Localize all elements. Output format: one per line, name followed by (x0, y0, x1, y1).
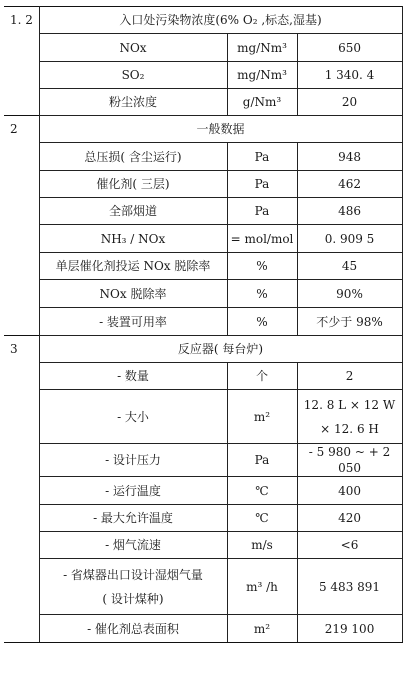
item-cell: - 烟气流速 (39, 532, 227, 559)
unit-cell: m³ /h (227, 559, 297, 615)
table-row (4, 444, 402, 477)
unit-cell: m² (227, 390, 297, 444)
item-cell: 全部烟道 (39, 198, 227, 225)
unit-cell: Pa (227, 444, 297, 477)
item-cell: - 催化剂总表面积 (39, 615, 227, 643)
value-cell: 90% (297, 280, 402, 308)
item-cell: - 数量 (39, 363, 227, 390)
item-cell: 单层催化剂投运 NOx 脱除率 (39, 253, 227, 280)
item-cell: 总压损( 含尘运行) (39, 143, 227, 171)
unit-cell: = mol/mol (227, 225, 297, 253)
item-cell: - 装置可用率 (39, 308, 227, 336)
unit-cell: % (227, 253, 297, 280)
item-cell: - 最大允许温度 (39, 505, 227, 532)
section-number: 2 (4, 116, 39, 143)
spec-table (4, 6, 403, 643)
item-line-1: - 省煤器出口设计湿烟气量 (63, 567, 203, 582)
table-row (4, 308, 402, 336)
value-cell: 462 (297, 171, 402, 198)
table-row (4, 559, 402, 615)
table-row (4, 390, 402, 444)
section-title: 一般数据 (39, 116, 402, 143)
value-cell: 5 483 891 (297, 559, 402, 615)
section-header-3 (4, 336, 402, 363)
value-cell: 45 (297, 253, 402, 280)
item-cell: SO₂ (39, 62, 227, 89)
table-row (4, 363, 402, 390)
value-cell: 219 100 (297, 615, 402, 643)
value-cell: <6 (297, 532, 402, 559)
unit-cell: m/s (227, 532, 297, 559)
value-line-1: 12. 8 L × 12 W (303, 397, 396, 412)
unit-cell: Pa (227, 171, 297, 198)
item-cell: 催化剂( 三层) (39, 171, 227, 198)
table-row (4, 198, 402, 225)
table-row (4, 280, 402, 308)
value-cell: 400 (297, 477, 402, 505)
unit-cell: ℃ (227, 477, 297, 505)
value-cell: 420 (297, 505, 402, 532)
unit-cell: % (227, 308, 297, 336)
unit-cell: 个 (227, 363, 297, 390)
section-title: 反应器( 每台炉) (39, 336, 402, 363)
value-cell: 650 (297, 34, 402, 62)
table-row (4, 532, 402, 559)
table-row (4, 62, 402, 89)
table-row (4, 615, 402, 643)
unit-cell: g/Nm³ (227, 89, 297, 116)
value-cell: 1 340. 4 (297, 62, 402, 89)
table-row (4, 34, 402, 62)
value-cell: 0. 909 5 (297, 225, 402, 253)
item-cell: NH₃ / NOx (39, 225, 227, 253)
value-cell (297, 390, 402, 444)
item-cell (39, 559, 227, 615)
section-number: 1. 2 (4, 7, 39, 34)
table-row (4, 171, 402, 198)
table-row (4, 253, 402, 280)
section-title: 入口处污染物浓度(6% O₂ ,标态,湿基) (39, 7, 402, 34)
table-row (4, 143, 402, 171)
section-header-1-2 (4, 7, 402, 34)
unit-cell: Pa (227, 198, 297, 225)
table-row (4, 89, 402, 116)
unit-cell: % (227, 280, 297, 308)
value-cell: 2 (297, 363, 402, 390)
item-line-2: ( 设计煤种) (102, 591, 164, 606)
value-cell: 不少于 98% (297, 308, 402, 336)
value-cell: 948 (297, 143, 402, 171)
unit-cell: mg/Nm³ (227, 34, 297, 62)
item-cell: - 大小 (39, 390, 227, 444)
item-cell: NOx 脱除率 (39, 280, 227, 308)
value-line-2: × 12. 6 H (320, 421, 379, 436)
section-header-2 (4, 116, 402, 143)
table-row (4, 225, 402, 253)
value-cell: 486 (297, 198, 402, 225)
table-row (4, 505, 402, 532)
table-row (4, 477, 402, 505)
unit-cell: mg/Nm³ (227, 62, 297, 89)
section-number: 3 (4, 336, 39, 363)
unit-cell: Pa (227, 143, 297, 171)
unit-cell: m² (227, 615, 297, 643)
unit-cell: ℃ (227, 505, 297, 532)
item-cell: - 设计压力 (39, 444, 227, 477)
item-cell: - 运行温度 (39, 477, 227, 505)
value-cell: 20 (297, 89, 402, 116)
item-cell: NOx (39, 34, 227, 62)
value-cell: - 5 980 ~ + 2 050 (297, 444, 402, 477)
item-cell: 粉尘浓度 (39, 89, 227, 116)
